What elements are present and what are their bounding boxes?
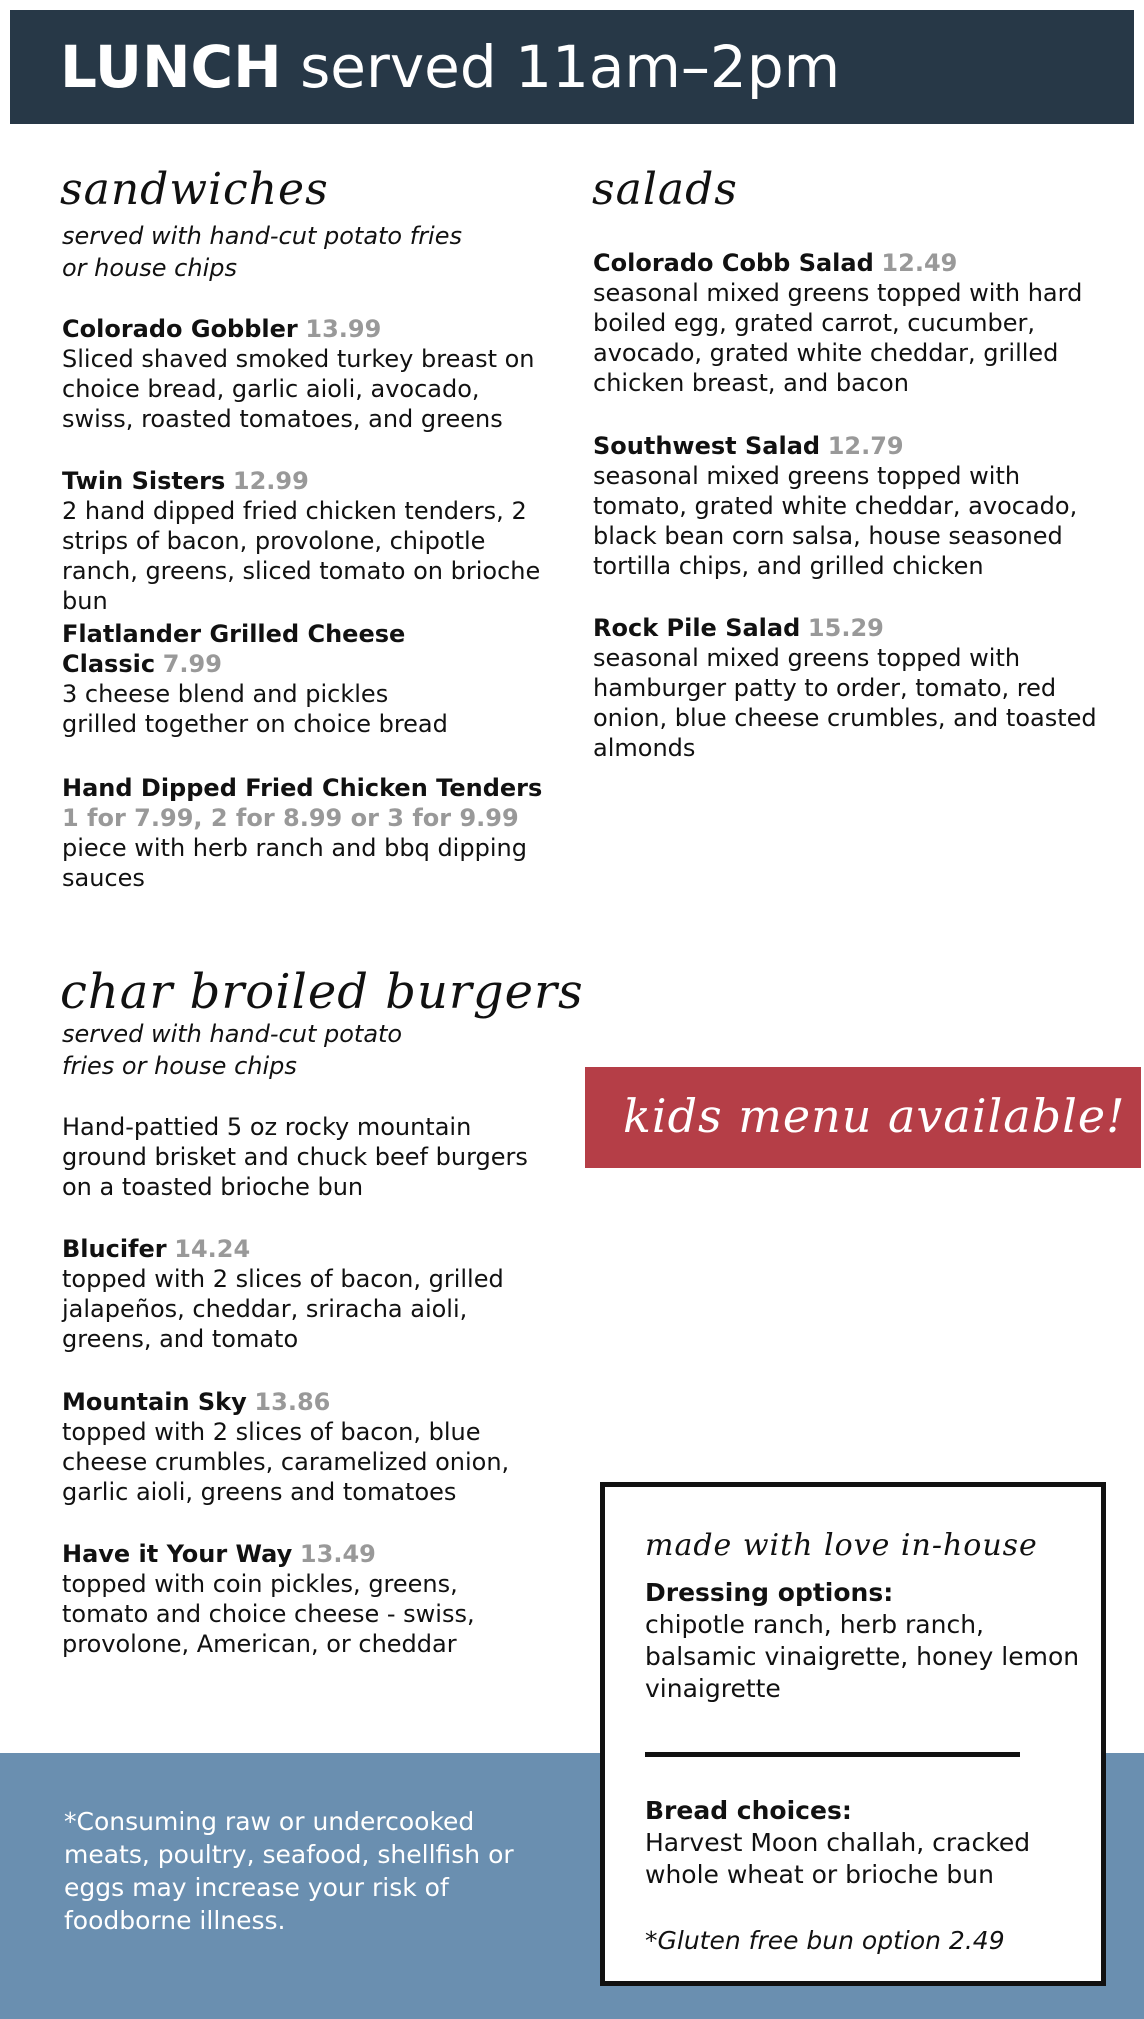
item-price: 7.99 <box>162 650 222 678</box>
dressing-heading: Dressing options: <box>645 1578 894 1607</box>
item-name: Rock Pile Salad <box>593 614 801 642</box>
item-price: 1 for 7.99, 2 for 8.99 or 3 for 9.99 <box>62 804 519 832</box>
menu-header <box>10 10 1134 124</box>
item-name: Twin Sisters <box>62 467 226 495</box>
kids-menu-banner <box>585 1067 1141 1168</box>
salads-heading: salads <box>592 164 738 215</box>
page-title <box>60 33 841 101</box>
item-description: seasonal mixed greens topped with hamburger patty to order, tomato, red onion, blue cheese crumbles, and toasted almonds <box>593 644 1097 762</box>
house-made-heading: made with love in-house <box>645 1528 1038 1563</box>
dressing-options <box>645 1577 1085 1705</box>
item-description: 2 hand dipped fried chicken tenders, 2 strips of bacon, provolone, chipotle ranch, greens, sliced tomato on brioche bun <box>62 497 541 615</box>
item-name: Blucifer <box>62 1235 167 1263</box>
gluten-free-note: *Gluten free bun option 2.49 <box>645 1926 1005 1955</box>
item-description: 3 cheese blend and pickles grilled together on choice bread <box>62 680 448 738</box>
menu-item-chicken-tenders <box>62 773 562 893</box>
item-price: 14.24 <box>174 1235 251 1263</box>
sandwiches-heading: sandwiches <box>60 164 329 215</box>
item-name: Have it Your Way <box>62 1540 293 1568</box>
item-name: Hand Dipped Fried Chicken Tenders <box>62 774 543 802</box>
menu-item-flatlander <box>62 619 462 739</box>
food-safety-disclaimer: *Consuming raw or undercooked meats, poultry, seafood, shellfish or eggs may increase your risk of foodborne illness. <box>64 1807 514 1935</box>
house-made-box <box>600 1482 1106 1986</box>
menu-item-colorado-cobb <box>593 248 1093 398</box>
menu-item-mountain-sky <box>62 1387 562 1507</box>
item-price: 12.49 <box>881 249 958 277</box>
burgers-subtitle: served with hand-cut potato fries or house chips <box>62 1020 403 1080</box>
menu-item-rock-pile <box>593 613 1103 763</box>
item-price: 12.99 <box>232 467 309 495</box>
sandwiches-subtitle: served with hand-cut potato fries or house chips <box>62 222 462 282</box>
box-divider <box>645 1752 1020 1757</box>
title-lunch: LUNCH <box>60 33 282 101</box>
item-price: 12.79 <box>827 432 904 460</box>
item-name: Southwest Salad <box>593 432 821 460</box>
item-price: 13.99 <box>305 315 382 343</box>
item-price: 15.29 <box>807 614 884 642</box>
item-name: Colorado Gobbler <box>62 315 298 343</box>
kids-menu-text: kids menu available! <box>623 1089 1126 1143</box>
item-name: Colorado Cobb Salad <box>593 249 874 277</box>
menu-item-twin-sisters <box>62 466 562 616</box>
item-description: seasonal mixed greens topped with tomato, grated white cheddar, avocado, black bean corn salsa, house seasoned tortilla chips, and grilled chicken <box>593 462 1078 580</box>
item-description: piece with herb ranch and bbq dipping sauces <box>62 834 527 892</box>
bread-list: Harvest Moon challah, cracked whole wheat or brioche bun <box>645 1828 1031 1889</box>
item-description: seasonal mixed greens topped with hard boiled egg, grated carrot, cucumber, avocado, grated white cheddar, grilled chicken breast, and bacon <box>593 279 1083 397</box>
bread-choices <box>645 1795 1085 1891</box>
menu-item-colorado-gobbler <box>62 314 552 434</box>
burgers-intro: Hand-pattied 5 oz rocky mountain ground brisket and chuck beef burgers on a toasted brioche bun <box>62 1113 528 1201</box>
item-name: Mountain Sky <box>62 1388 247 1416</box>
title-hours: served 11am–2pm <box>300 33 841 101</box>
item-description: Sliced shaved smoked turkey breast on choice bread, garlic aioli, avocado, swiss, roasted tomatoes, and greens <box>62 345 535 433</box>
menu-item-have-it-your-way <box>62 1539 542 1659</box>
burgers-heading: char broiled burgers <box>60 964 584 1020</box>
item-description: topped with coin pickles, greens, tomato and choice cheese - swiss, provolone, American, or cheddar <box>62 1570 475 1658</box>
dressing-list: chipotle ranch, herb ranch, balsamic vinaigrette, honey lemon vinaigrette <box>645 1610 1080 1703</box>
menu-item-blucifer <box>62 1234 542 1354</box>
item-price: 13.86 <box>254 1388 331 1416</box>
item-description: topped with 2 slices of bacon, grilled jalapeños, cheddar, sriracha aioli, greens, and tomato <box>62 1265 504 1353</box>
bread-heading: Bread choices: <box>645 1796 852 1825</box>
item-price: 13.49 <box>299 1540 376 1568</box>
menu-item-southwest <box>593 431 1093 581</box>
item-description: topped with 2 slices of bacon, blue cheese crumbles, caramelized onion, garlic aioli, greens and tomatoes <box>62 1418 510 1506</box>
item-name: Flatlander Grilled Cheese Classic <box>62 620 406 678</box>
